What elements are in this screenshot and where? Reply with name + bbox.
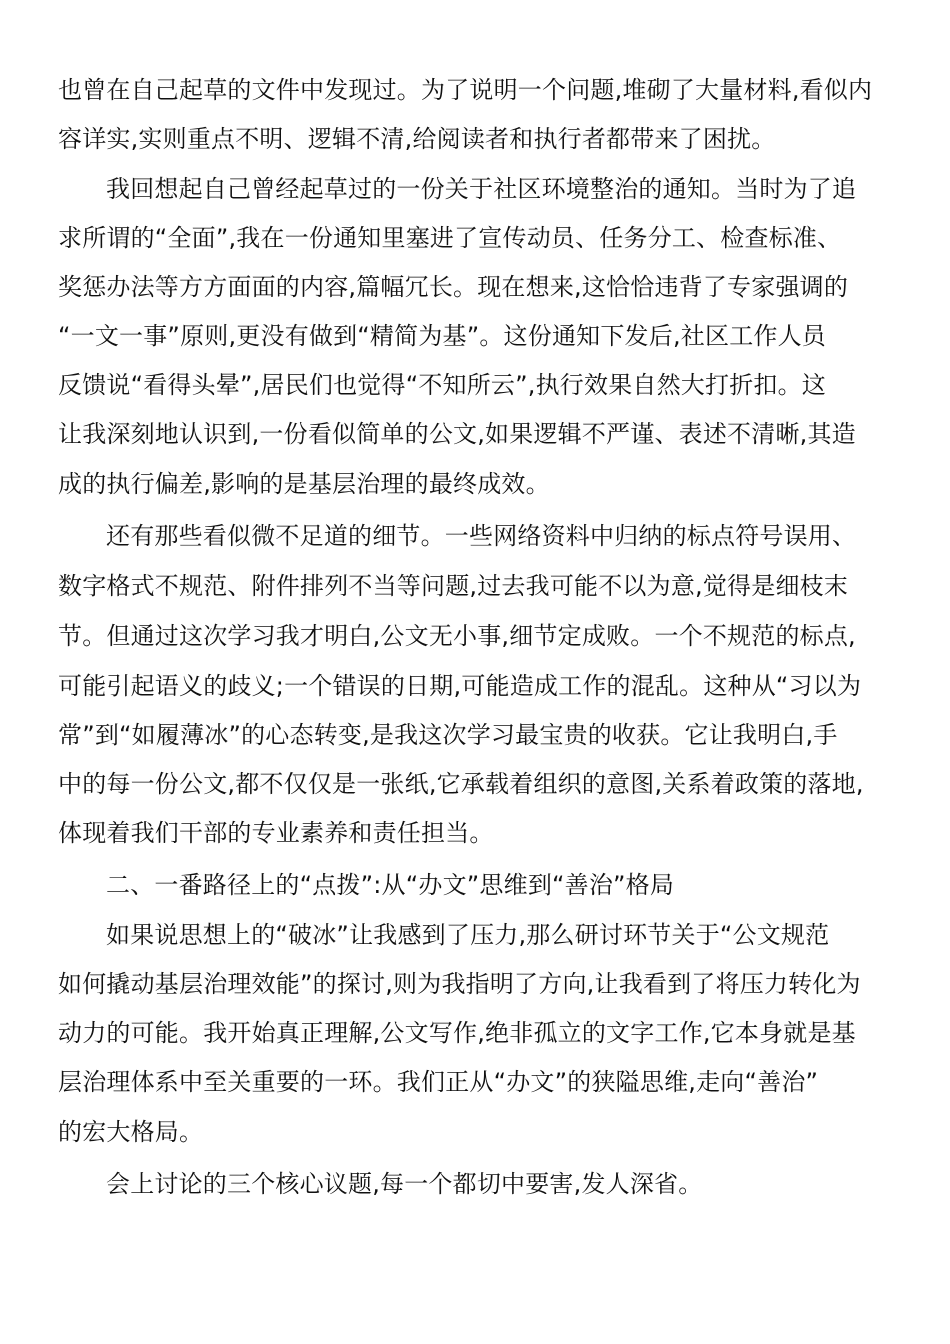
text-line: 求所谓的“全面”,我在一份通知里塞进了宣传动员、任务分工、检查标准、 [58, 224, 842, 252]
text-line: 数字格式不规范、附件排列不当等问题,过去我可能不以为意,觉得是细枝末 [58, 572, 849, 600]
text-line: 容详实,实则重点不明、逻辑不清,给阅读者和执行者都带来了困扰。 [58, 125, 776, 153]
text-line: 反馈说“看得头晕”,居民们也觉得“不知所云”,执行效果自然大打折扣。这 [58, 371, 826, 399]
text-line: “一文一事”原则,更没有做到“精简为基”。这份通知下发后,社区工作人员 [58, 322, 826, 350]
paragraph-start-line: 我回想起自己曾经起草过的一份关于社区环境整治的通知。当时为了追 [106, 175, 857, 203]
text-line: 也曾在自己起草的文件中发现过。为了说明一个问题,堆砌了大量材料,看似内 [58, 76, 873, 104]
text-line: 中的每一份公文,都不仅仅是一张纸,它承载着组织的意图,关系着政策的落地, [58, 770, 864, 798]
paragraph-start-line: 会上讨论的三个核心议题,每一个都切中要害,发人深省。 [106, 1170, 703, 1198]
text-line: 奖惩办法等方方面面的内容,篇幅冗长。现在想来,这恰恰违背了专家强调的 [58, 273, 849, 301]
text-line: 常”到“如履薄冰”的心态转变,是我这次学习最宝贵的收获。它让我明白,手 [58, 721, 838, 749]
text-line: 体现着我们干部的专业素养和责任担当。 [58, 819, 494, 847]
text-line: 成的执行偏差,影响的是基层治理的最终成效。 [58, 470, 550, 498]
text-line: 可能引起语义的歧义;一个错误的日期,可能造成工作的混乱。这种从“习以为 [58, 672, 862, 700]
text-line: 的宏大格局。 [58, 1118, 204, 1146]
text-line: 节。但通过这次学习我才明白,公文无小事,细节定成败。一个不规范的标点, [58, 622, 856, 650]
text-line: 动力的可能。我开始真正理解,公文写作,绝非孤立的文字工作,它本身就是基 [58, 1019, 856, 1047]
paragraph-start-line: 如果说思想上的“破冰”让我感到了压力,那么研讨环节关于“公文规范 [106, 921, 830, 949]
section-heading: 二、一番路径上的“点拨”:从“办文”思维到“善治”格局 [106, 871, 675, 899]
paragraph-start-line: 还有那些看似微不足道的细节。一些网络资料中归纳的标点符号误用、 [106, 522, 857, 550]
text-line: 让我深刻地认识到,一份看似简单的公文,如果逻辑不严谨、表述不清晰,其造 [58, 420, 856, 448]
text-line: 层治理体系中至关重要的一环。我们正从“办文”的狭隘思维,走向“善治” [58, 1068, 819, 1096]
text-line: 如何撬动基层治理效能”的探讨,则为我指明了方向,让我看到了将压力转化为 [58, 970, 861, 998]
